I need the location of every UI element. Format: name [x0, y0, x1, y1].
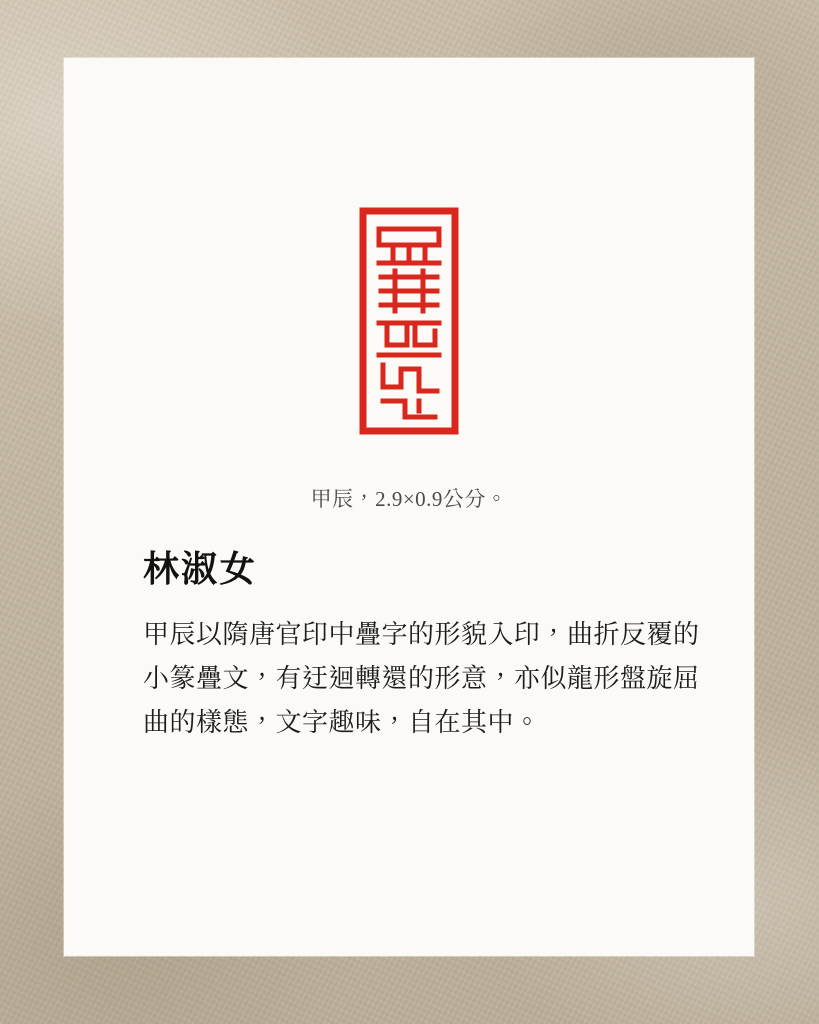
article-body: 甲辰以隋唐官印中疊字的形貌入印，曲折反覆的小篆疊文，有迂迴轉還的形意，亦似龍形盤旋屈曲的樣態，文字趣味，自在其中。	[143, 620, 700, 737]
seal-caption: 甲辰，2.9×0.9公分。	[310, 487, 508, 511]
seal-impression-icon	[349, 205, 469, 437]
content-card	[64, 58, 754, 956]
seal-image-container	[64, 196, 754, 446]
artist-name: 林淑女	[143, 549, 258, 589]
